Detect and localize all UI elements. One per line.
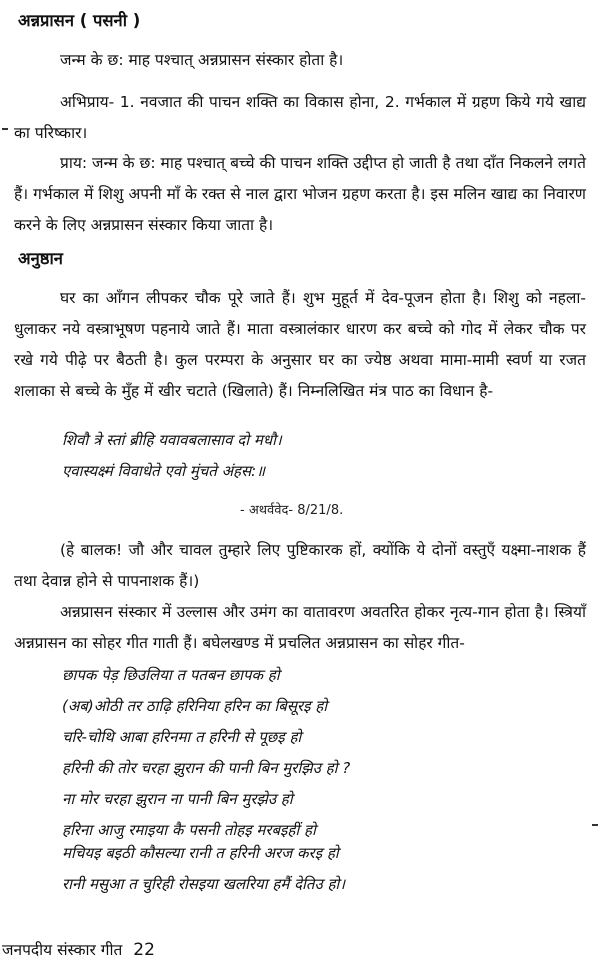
song-line: रानी मसुआ त चुरिही रोसइया खलरिया हमैं देतिउ हो। [62, 875, 346, 893]
mantra-line: शिवौ त्रे स्तां ब्रीहि यवावबलासाव दो मधौ। [62, 431, 282, 449]
sohar-song-stanza-2 [62, 838, 345, 900]
mantra-line: एवास्यक्ष्मं विवाधेते एवो मुंचते अंहस:॥ [62, 462, 266, 480]
paragraph-celebration [14, 597, 586, 659]
ritual-text: घर का आँगन लीपकर चौक पूरे जाते हैं। शुभ मुहूर्त में देव-पूजन होता है। शिशु को नहला-धुलाकर नये वस्त्राभूषण पहनाये जाते हैं। माता वस्त्रालंकार धारण कर बच्चे को गोद में लेकर चौक पर रखे गये पीढ़े पर बैठती है। कुल परम्परा के अनुसार घर का ज्येष्ठ अथवा मामा-मामी स्वर्ण या रजत शलाका से बच्चे के मुँह में खीर चटाते (खिलाते) हैं। निम्नलिखित मंत्र पाठ का विधान है- [14, 289, 586, 400]
song-line: चरि-चोथि आबा हरिनमा त हरिनी से पूछइ हो [62, 728, 302, 746]
paragraph-explanation [14, 148, 586, 241]
heading-annaprasan: अन्नप्रासन ( पसनी ) [18, 11, 141, 30]
page-footer [2, 938, 155, 960]
song-line: हरिनी की तोर चरहा झुरान की पानी बिन मुरझिउ हो ? [62, 759, 351, 777]
purpose-text: अभिप्राय- 1. नवजात की पाचन शक्ति का विकास होना, 2. गर्भकाल में ग्रहण किये गये खाद्य का परिष्कार। [14, 93, 586, 142]
celebration-text: अन्नप्रासन संस्कार में उल्लास और उमंग का वातावरण अवतरित होकर नृत्य-गान होता है। स्त्रियाँ अन्नप्रासन का सोहर गीत गाती हैं। बघेलखण्ड में प्रचलित अन्नप्रासन का सोहर गीत- [14, 603, 586, 652]
intro-text: जन्म के छ: माह पश्चात् अन्नप्रासन संस्कार होता है। [60, 51, 344, 69]
song-line: हरिना आजु रमाइया कै पसनी तोहइ मरबइहीं हो [62, 821, 316, 839]
heading-anushthan: अनुष्ठान [18, 249, 63, 268]
explanation-text: प्राय: जन्म के छ: माह पश्चात् बच्चे की पाचन शक्ति उद्दीप्त हो जाती है तथा दाँत निकलने लगते हैं। गर्भकाल में शिशु अपनी माँ के रक्त से नाल द्वारा भोजन ग्रहण करता है। इस मलिन खाद्य का निवारण करने के लिए अन्नप्रासन संस्कार किया जाता है। [14, 154, 586, 234]
mantra-verse [62, 425, 282, 487]
footer-book-title: जनपदीय संस्कार गीत [2, 941, 123, 959]
paragraph-intro [14, 45, 586, 76]
song-line: ना मोर चरहा झुरान ना पानी बिन मुरझेउ हो [62, 790, 293, 808]
meaning-text: (हे बालक! जौ और चावल तुम्हारे लिए पुष्टिकारक हों, क्योंकि ये दोनों वस्तुएँ यक्ष्मा-नाशक हैं तथा देवान्न होने से पापनाशक हैं।) [14, 541, 586, 590]
paragraph-purpose [14, 87, 586, 149]
song-line: (अब)ओठी तर ठाढ़ि हरिनिया हरिन का बिसूरइ हो [62, 697, 328, 715]
sohar-song-stanza-1 [62, 660, 350, 846]
page-number: 22 [133, 940, 155, 960]
citation-atharvaveda: - अथर्ववेद- 8/21/8. [240, 503, 344, 518]
paragraph-meaning [14, 535, 586, 597]
margin-mark [2, 128, 8, 130]
paragraph-ritual [14, 283, 586, 407]
song-line: मचियइ बइठी कौसल्या रानी त हरिनी अरज करइ हो [62, 844, 339, 862]
song-line: छापक पेड़ छिउलिया त पतबन छापक हो [62, 666, 280, 684]
margin-mark [592, 824, 598, 826]
